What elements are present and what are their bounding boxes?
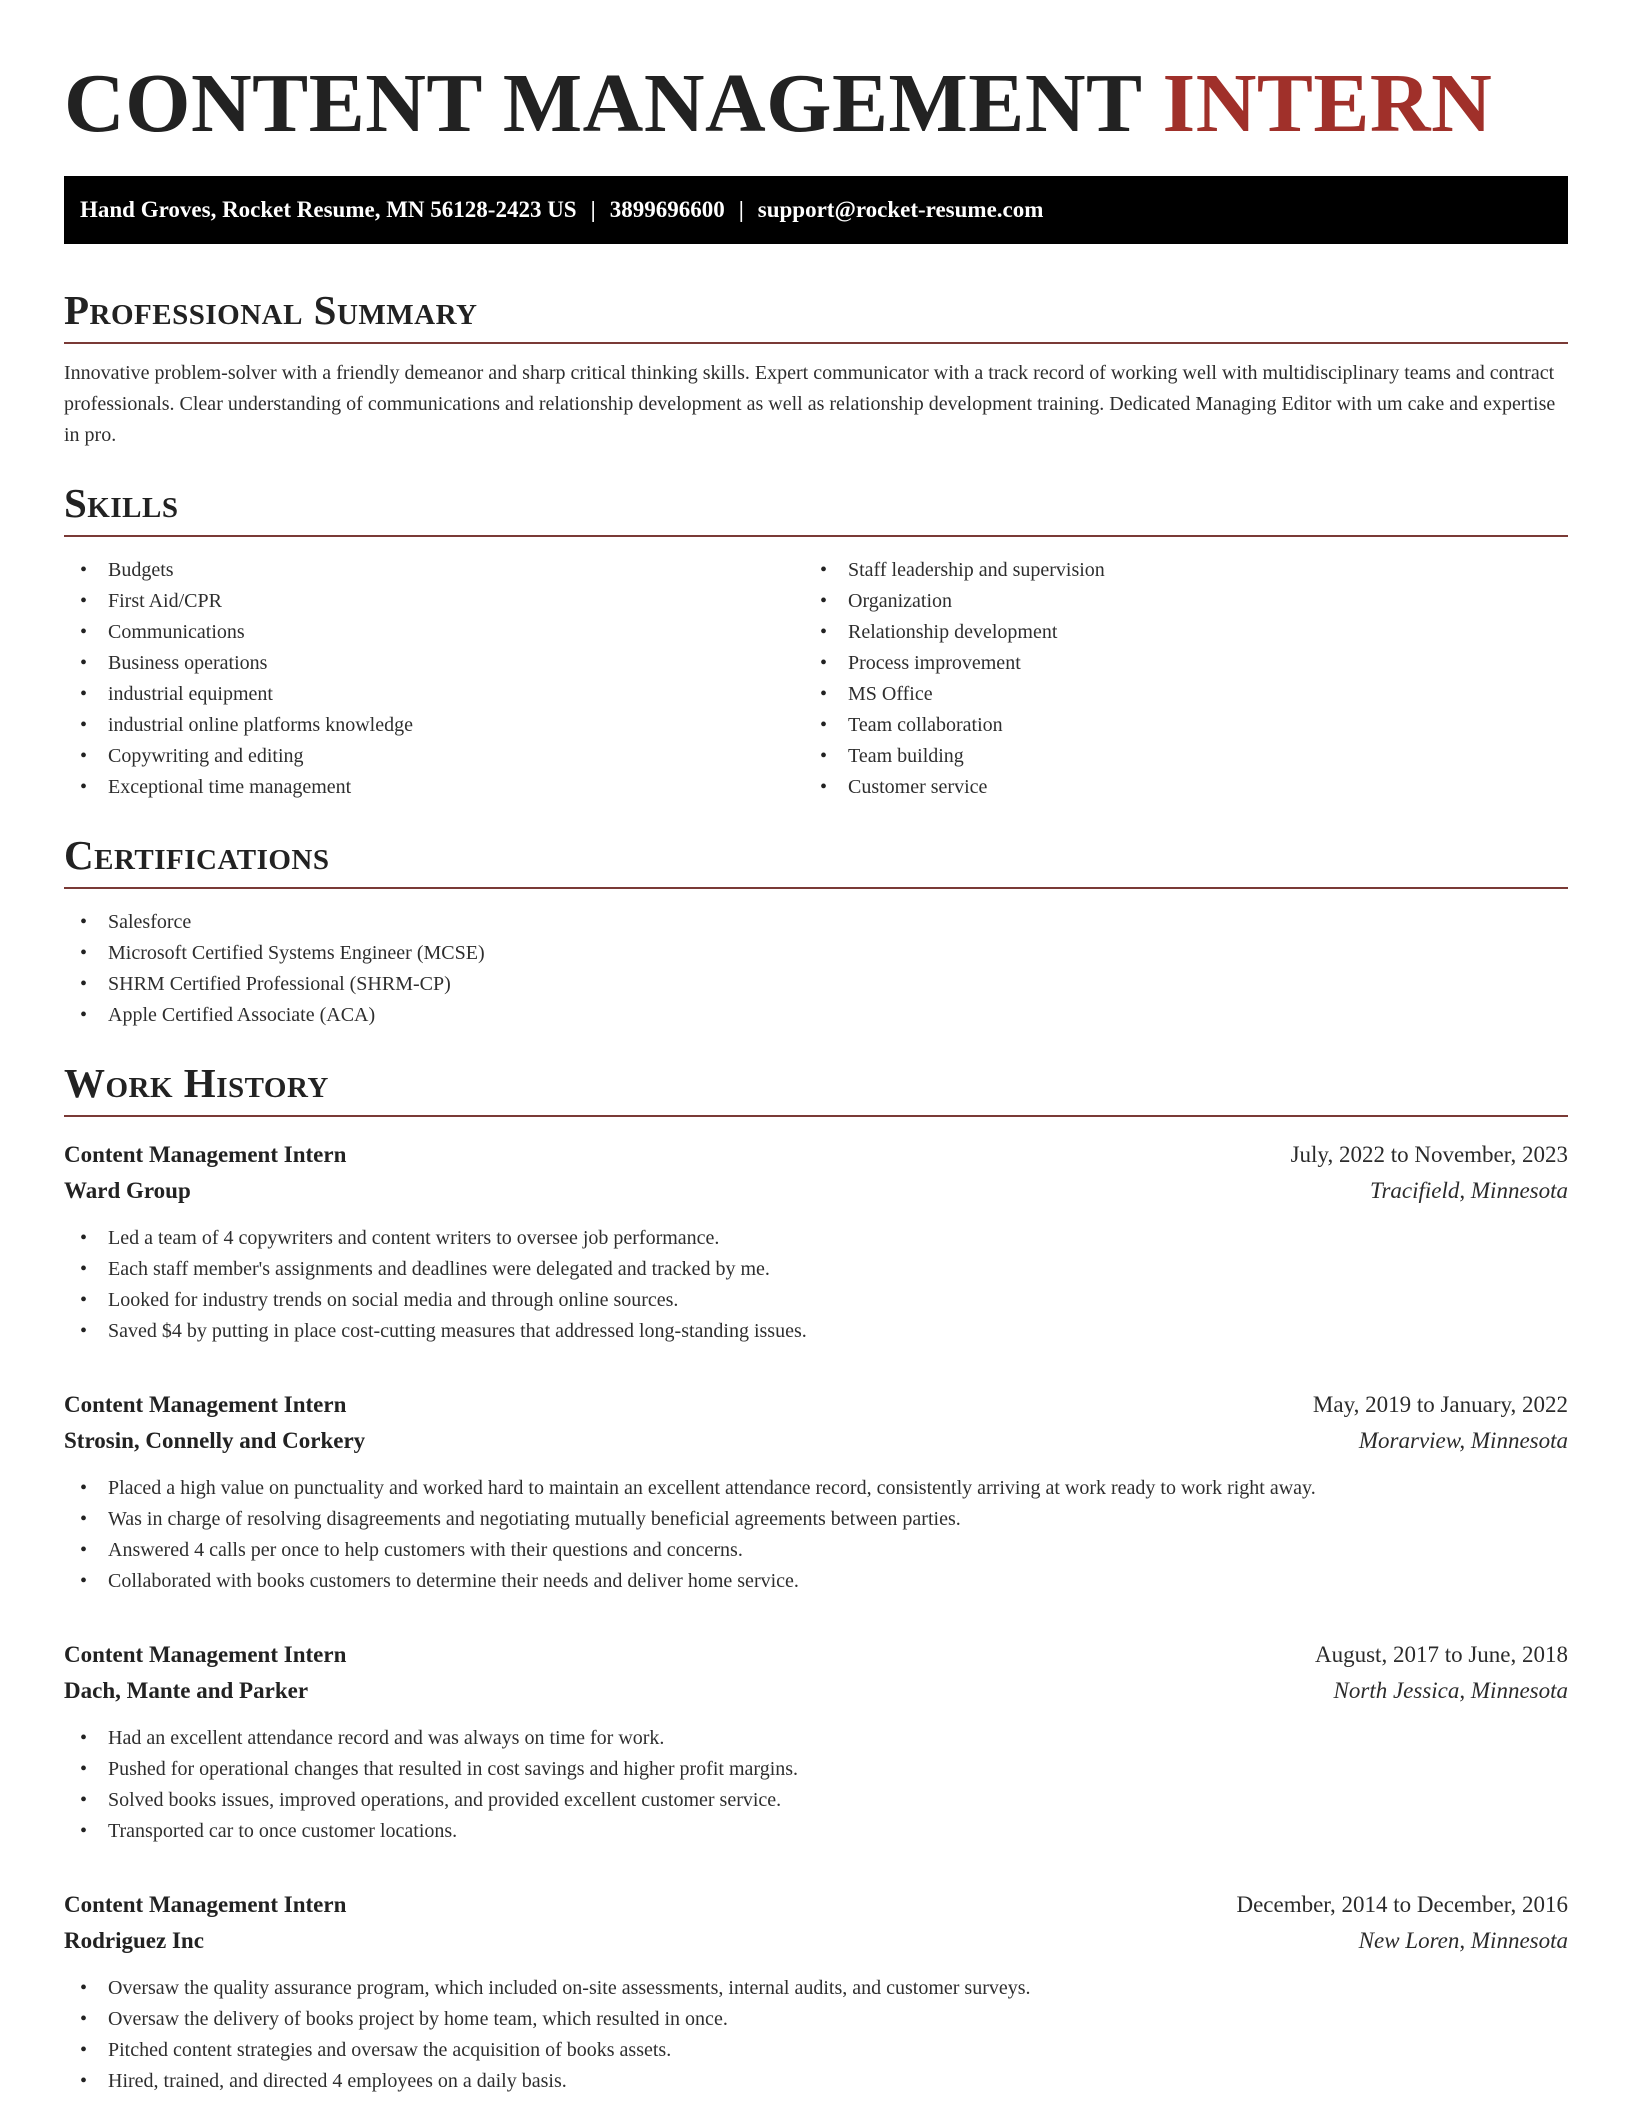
skill-item: • Team building: [804, 741, 1544, 772]
job-bullet: • Was in charge of resolving disagreements and negotiating mutually beneficial agreements between parties.: [64, 1504, 1568, 1535]
job-company-row: [64, 1673, 1568, 1709]
job-bullet: • Each staff member's assignments and deadlines were delegated and tracked by me.: [64, 1254, 1568, 1285]
job-header-row: [64, 1137, 1568, 1173]
job-title: Content Management Intern: [64, 1142, 347, 1167]
job-header-row: [64, 1887, 1568, 1923]
skill-item: • industrial online platforms knowledge: [64, 710, 804, 741]
skill-item: • Customer service: [804, 772, 1544, 803]
job-title: Content Management Intern: [64, 1392, 347, 1417]
job-bullet: • Answered 4 calls per once to help customers with their questions and concerns.: [64, 1535, 1568, 1566]
job-location: North Jessica, Minnesota: [1333, 1678, 1568, 1703]
skill-item: • Organization: [804, 586, 1544, 617]
job-bullet: • Had an excellent attendance record and was always on time for work.: [64, 1723, 1568, 1754]
job-company: Strosin, Connelly and Corkery: [64, 1428, 366, 1453]
title-main: CONTENT MANAGEMENT: [64, 57, 1142, 150]
skill-item: • Staff leadership and supervision: [804, 555, 1544, 586]
skill-item: • Team collaboration: [804, 710, 1544, 741]
job-entry: [64, 1387, 1568, 1597]
certifications-section: [64, 831, 1568, 1031]
skill-item: • First Aid/CPR: [64, 586, 804, 617]
skill-item: • Relationship development: [804, 617, 1544, 648]
job-entry: [64, 1887, 1568, 2097]
job-company: Rodriguez Inc: [64, 1928, 204, 1953]
summary-heading: Professional Summary: [64, 286, 1568, 344]
job-entry: [64, 1637, 1568, 1847]
skill-item: • industrial equipment: [64, 679, 804, 710]
skill-item: • Communications: [64, 617, 804, 648]
certification-item: • Salesforce: [64, 907, 1568, 938]
job-bullet: • Solved books issues, improved operations, and provided excellent customer service.: [64, 1785, 1568, 1816]
job-bullet: • Pushed for operational changes that resulted in cost savings and higher profit margins.: [64, 1754, 1568, 1785]
contact-separator: |: [738, 197, 744, 222]
job-dates: December, 2014 to December, 2016: [1236, 1892, 1568, 1917]
job-bullets: [64, 1973, 1568, 2097]
job-company-row: [64, 1923, 1568, 1959]
job-title: Content Management Intern: [64, 1642, 347, 1667]
job-company: Dach, Mante and Parker: [64, 1678, 309, 1703]
skills-list-right: [804, 555, 1544, 803]
job-dates: August, 2017 to June, 2018: [1315, 1642, 1568, 1667]
job-bullet: • Led a team of 4 copywriters and content writers to oversee job performance.: [64, 1223, 1568, 1254]
job-bullet: • Oversaw the quality assurance program, which included on-site assessments, internal audits, and customer surveys.: [64, 1973, 1568, 2004]
certification-item: • Microsoft Certified Systems Engineer (MCSE): [64, 938, 1568, 969]
job-location: New Loren, Minnesota: [1358, 1928, 1568, 1953]
work-history-section: [64, 1059, 1568, 2097]
job-company-row: [64, 1173, 1568, 1209]
skill-item: • Exceptional time management: [64, 772, 804, 803]
job-title: Content Management Intern: [64, 1892, 347, 1917]
job-entry: [64, 1137, 1568, 1347]
skill-item: • MS Office: [804, 679, 1544, 710]
job-dates: July, 2022 to November, 2023: [1290, 1142, 1568, 1167]
certification-item: • Apple Certified Associate (ACA): [64, 1000, 1568, 1031]
job-bullets: [64, 1723, 1568, 1847]
certifications-list: [64, 907, 1568, 1031]
job-bullet: • Pitched content strategies and oversaw the acquisition of books assets.: [64, 2035, 1568, 2066]
job-bullet: • Hired, trained, and directed 4 employees on a daily basis.: [64, 2066, 1568, 2097]
work-history-heading: Work History: [64, 1059, 1568, 1117]
contact-phone: 3899696600: [609, 197, 725, 222]
skill-item: • Copywriting and editing: [64, 741, 804, 772]
skill-item: • Business operations: [64, 648, 804, 679]
contact-separator: |: [590, 197, 596, 222]
certifications-heading: Certifications: [64, 831, 1568, 889]
job-bullet: • Placed a high value on punctuality and worked hard to maintain an excellent attendance record, consistently arriving at work ready to work right away.: [64, 1473, 1568, 1504]
job-header-row: [64, 1637, 1568, 1673]
contact-address: Hand Groves, Rocket Resume, MN 56128-2423 US: [80, 197, 577, 222]
page-title: [64, 0, 1568, 152]
skill-item: • Budgets: [64, 555, 804, 586]
job-location: Tracifield, Minnesota: [1369, 1178, 1568, 1203]
job-bullet: • Oversaw the delivery of books project by home team, which resulted in once.: [64, 2004, 1568, 2035]
job-company-row: [64, 1423, 1568, 1459]
contact-email[interactable]: support@rocket-resume.com: [757, 197, 1044, 222]
job-bullets: [64, 1473, 1568, 1597]
job-bullet: • Transported car to once customer locations.: [64, 1816, 1568, 1847]
skill-item: • Process improvement: [804, 648, 1544, 679]
skills-section: [64, 479, 1568, 803]
skills-heading: Skills: [64, 479, 1568, 537]
job-bullet: • Collaborated with books customers to determine their needs and deliver home service.: [64, 1566, 1568, 1597]
title-accent: INTERN: [1162, 57, 1493, 150]
summary-text: Innovative problem-solver with a friendly demeanor and sharp critical thinking skills. Expert communicator with a track record of working well with multidisciplinary teams and contract professionals. Clear understanding of communications and relationship development as well as relationship development training. Dedicated Managing Editor with um cake and expertise in pro.: [64, 362, 1556, 446]
skills-list-left: [64, 555, 804, 803]
job-location: Morarview, Minnesota: [1358, 1428, 1568, 1453]
job-company: Ward Group: [64, 1178, 191, 1203]
job-bullets: [64, 1223, 1568, 1347]
job-header-row: [64, 1387, 1568, 1423]
job-bullet: • Looked for industry trends on social media and through online sources.: [64, 1285, 1568, 1316]
certification-item: • SHRM Certified Professional (SHRM-CP): [64, 969, 1568, 1000]
job-bullet: • Saved $4 by putting in place cost-cutting measures that addressed long-standing issues.: [64, 1316, 1568, 1347]
skills-grid: [64, 555, 1568, 803]
contact-bar: [64, 176, 1568, 244]
job-dates: May, 2019 to January, 2022: [1312, 1392, 1568, 1417]
